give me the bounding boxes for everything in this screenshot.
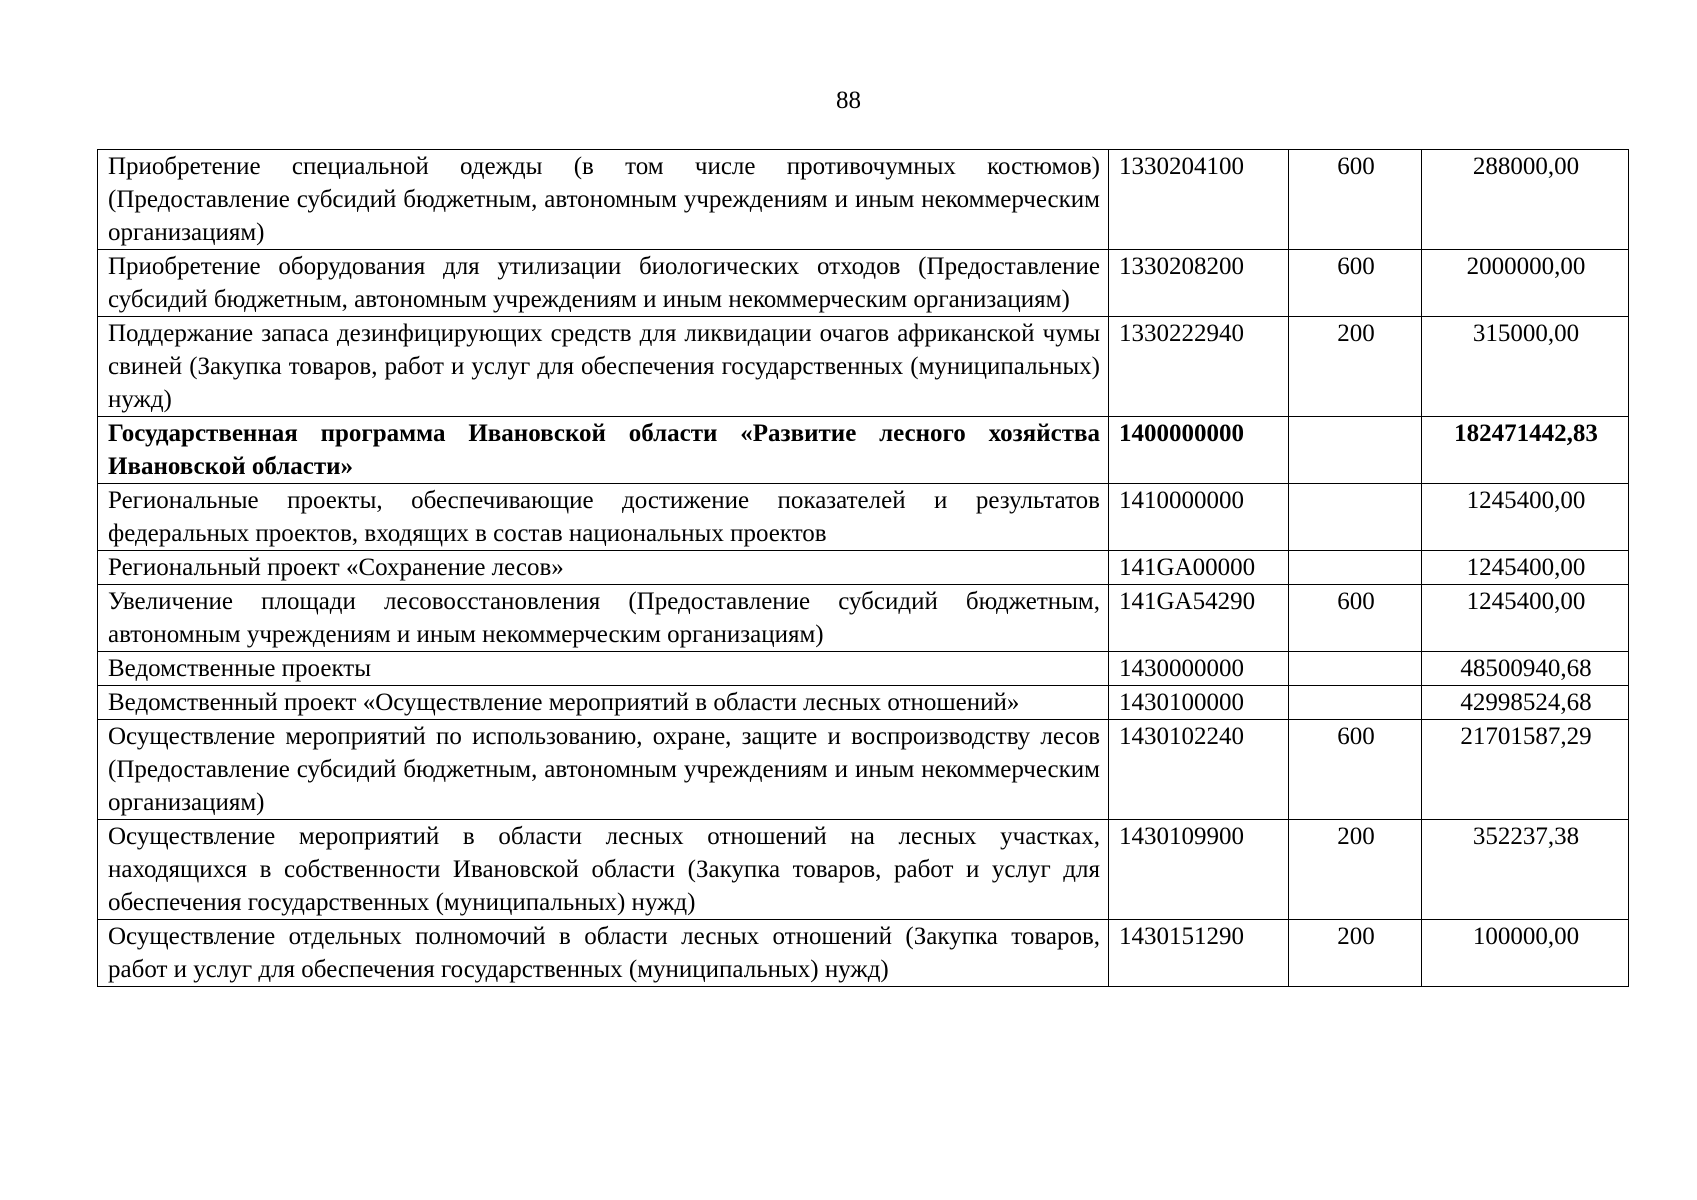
amount-cell: 48500940,68 (1422, 652, 1629, 686)
amount-cell: 1245400,00 (1422, 585, 1629, 652)
amount-cell: 1245400,00 (1422, 484, 1629, 551)
target-code-cell: 141GA54290 (1109, 585, 1289, 652)
amount-cell: 288000,00 (1422, 150, 1629, 250)
expense-type-cell (1289, 652, 1422, 686)
amount-cell: 2000000,00 (1422, 250, 1629, 317)
table-row (98, 720, 1629, 820)
page-number: 88 (836, 87, 861, 114)
description-cell: Осуществление мероприятий в области лесных отношений на лесных участках, находящихся в собственности Ивановской области (Закупка товаров, работ и услуг для обеспечения государственных (муниципальных) нужд) (98, 820, 1109, 920)
target-code-cell: 1400000000 (1109, 417, 1289, 484)
description-cell: Приобретение оборудования для утилизации биологических отходов (Предоставление субсидий бюджетным, автономным учреждениям и иным некоммерческим организациям) (98, 250, 1109, 317)
description-cell: Государственная программа Ивановской области «Развитие лесного хозяйства Ивановской области» (98, 417, 1109, 484)
target-code-cell: 1330204100 (1109, 150, 1289, 250)
amount-cell: 100000,00 (1422, 920, 1629, 987)
table-row (98, 652, 1629, 686)
target-code-cell: 1430100000 (1109, 686, 1289, 720)
description-cell: Поддержание запаса дезинфицирующих средств для ликвидации очагов африканской чумы свиней (Закупка товаров, работ и услуг для обеспечения государственных (муниципальных) нужд) (98, 317, 1109, 417)
expense-type-cell: 600 (1289, 250, 1422, 317)
table-row (98, 250, 1629, 317)
budget-table-body (98, 150, 1629, 987)
amount-cell: 315000,00 (1422, 317, 1629, 417)
table-row (98, 585, 1629, 652)
table-row (98, 920, 1629, 987)
description-cell: Ведомственные проекты (98, 652, 1109, 686)
expense-type-cell (1289, 484, 1422, 551)
target-code-cell: 141GA00000 (1109, 551, 1289, 585)
target-code-cell: 1410000000 (1109, 484, 1289, 551)
expense-type-cell (1289, 686, 1422, 720)
description-cell: Ведомственный проект «Осуществление мероприятий в области лесных отношений» (98, 686, 1109, 720)
expense-type-cell (1289, 417, 1422, 484)
table-row (98, 317, 1629, 417)
table-row (98, 417, 1629, 484)
expense-type-cell: 200 (1289, 920, 1422, 987)
table-row (98, 150, 1629, 250)
description-cell: Региональный проект «Сохранение лесов» (98, 551, 1109, 585)
budget-table (97, 149, 1629, 987)
description-cell: Осуществление отдельных полномочий в области лесных отношений (Закупка товаров, работ и услуг для обеспечения государственных (муниципальных) нужд) (98, 920, 1109, 987)
amount-cell: 182471442,83 (1422, 417, 1629, 484)
expense-type-cell: 600 (1289, 585, 1422, 652)
table-row (98, 551, 1629, 585)
amount-cell: 21701587,29 (1422, 720, 1629, 820)
expense-type-cell: 600 (1289, 720, 1422, 820)
description-cell: Региональные проекты, обеспечивающие достижение показателей и результатов федеральных проектов, входящих в состав национальных проектов (98, 484, 1109, 551)
description-cell: Увеличение площади лесовосстановления (Предоставление субсидий бюджетным, автономным учреждениям и иным некоммерческим организациям) (98, 585, 1109, 652)
expense-type-cell: 200 (1289, 317, 1422, 417)
target-code-cell: 1330222940 (1109, 317, 1289, 417)
amount-cell: 1245400,00 (1422, 551, 1629, 585)
expense-type-cell: 200 (1289, 820, 1422, 920)
table-row (98, 820, 1629, 920)
table-row (98, 686, 1629, 720)
table-row (98, 484, 1629, 551)
amount-cell: 42998524,68 (1422, 686, 1629, 720)
amount-cell: 352237,38 (1422, 820, 1629, 920)
target-code-cell: 1330208200 (1109, 250, 1289, 317)
expense-type-cell: 600 (1289, 150, 1422, 250)
target-code-cell: 1430000000 (1109, 652, 1289, 686)
target-code-cell: 1430109900 (1109, 820, 1289, 920)
target-code-cell: 1430102240 (1109, 720, 1289, 820)
target-code-cell: 1430151290 (1109, 920, 1289, 987)
description-cell: Осуществление мероприятий по использованию, охране, защите и воспроизводству лесов (Предоставление субсидий бюджетным, автономным учреждениям и иным некоммерческим организациям) (98, 720, 1109, 820)
expense-type-cell (1289, 551, 1422, 585)
description-cell: Приобретение специальной одежды (в том числе противочумных костюмов) (Предоставление субсидий бюджетным, автономным учреждениям и иным некоммерческим организациям) (98, 150, 1109, 250)
